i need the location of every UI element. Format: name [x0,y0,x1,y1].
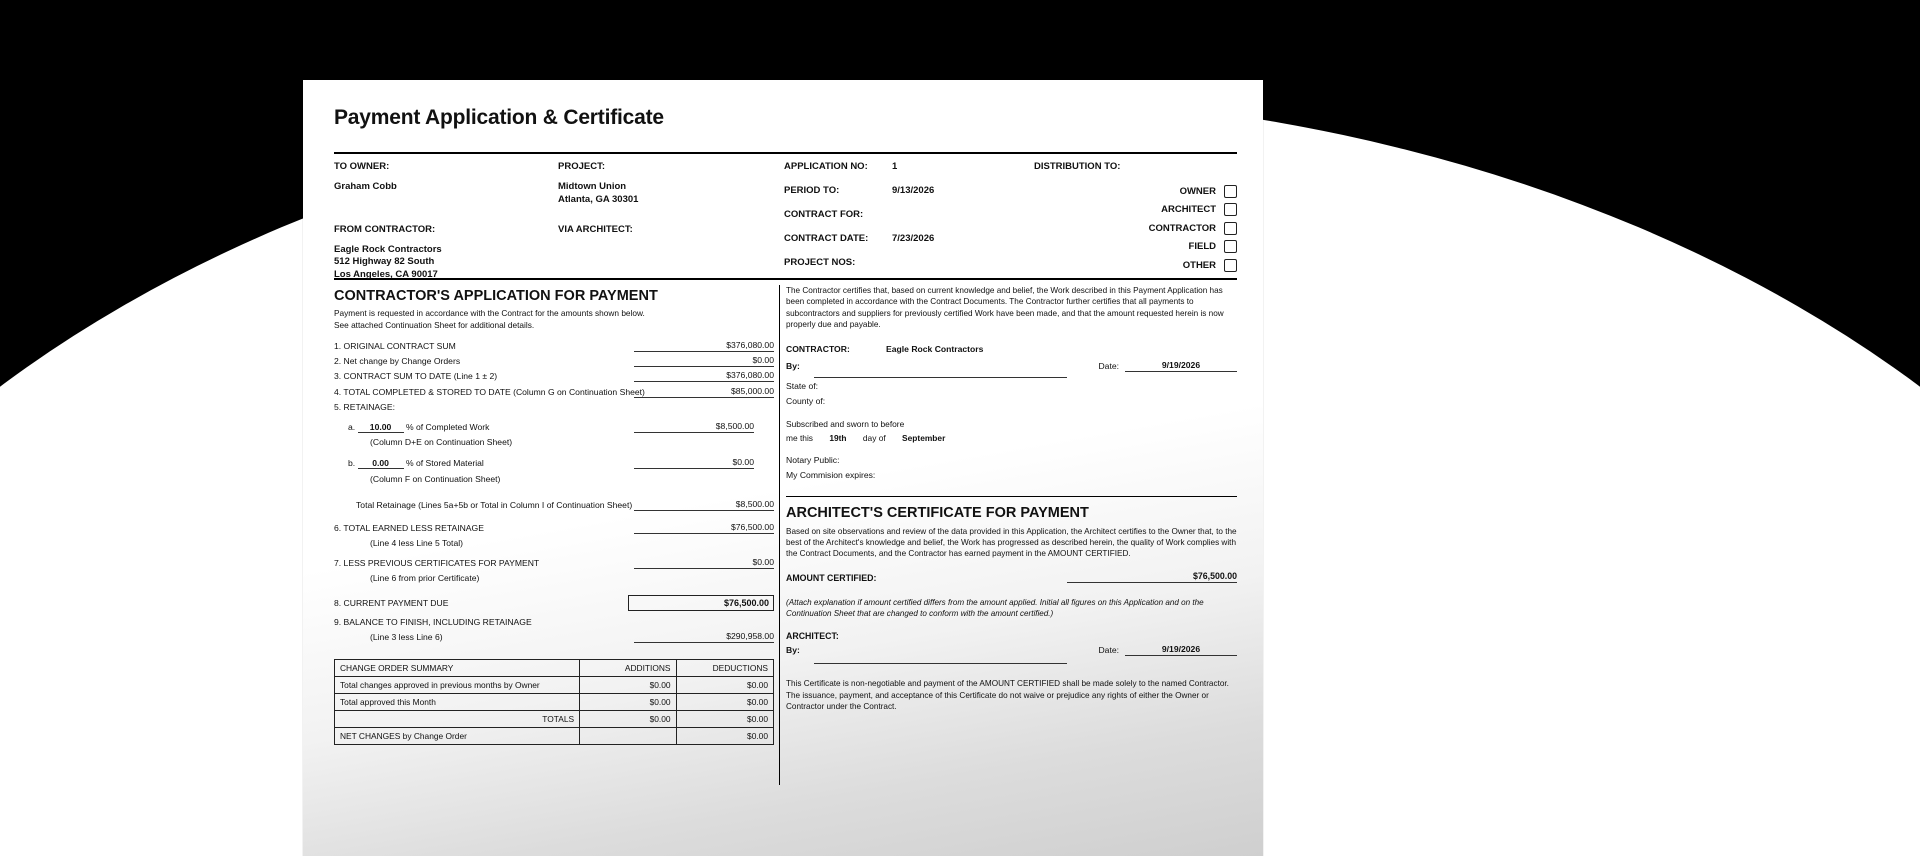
sworn-day: 19th [829,432,847,443]
line-5a [334,422,774,437]
application-no-value: 1 [892,161,898,172]
line-5 [334,402,774,417]
checkbox-architect[interactable] [1224,203,1237,216]
project-nos-label: PROJECT NOS: [784,257,856,268]
architect-section-divider [786,496,1237,497]
distribution-row-owner [1034,182,1237,201]
distribution-label-other: OTHER [1182,259,1216,271]
document-page [303,80,1263,856]
application-meta-column [784,161,1054,281]
table-row [335,677,774,694]
retainage-stored-pct[interactable]: 0.00 [358,458,404,469]
line-5a-row [334,422,489,433]
checkbox-owner[interactable] [1224,185,1237,198]
contractor-certification-paragraph: The Contractor certifies that, based on current knowledge and belief, the Work described in this Payment Application has been completed in accordance with the Contract Documents. The Contractor further certifies that all payments to subcontractors and suppliers for previously certified Work have been made, and that the amount requested herein is now properly due and payable. [786,286,1224,330]
architect-date-value: 9/19/2026 [1125,644,1237,656]
line-4 [334,387,774,402]
co-row1-additions: $0.00 [580,694,676,711]
co-row1-deductions: $0.00 [676,694,773,711]
project-column [558,161,773,235]
certification-contractor-label: CONTRACTOR: [786,343,850,354]
line-5a-note-row [334,437,774,452]
line-8-label: 8. CURRENT PAYMENT DUE [334,597,449,608]
architect-section-title: ARCHITECT'S CERTIFICATE FOR PAYMENT [786,504,1089,521]
amount-certified-label: AMOUNT CERTIFIED: [786,572,877,583]
line-6-label: 6. TOTAL EARNED LESS RETAINAGE [334,522,484,533]
contractor-signature-line[interactable] [814,376,1067,378]
sworn-line-2 [786,431,1237,445]
co-row0-additions: $0.00 [580,677,676,694]
line-5b-note: (Column F on Continuation Sheet) [370,473,501,484]
line-7 [334,558,774,573]
line-6 [334,523,774,538]
application-intro-line2: See attached Continuation Sheet for additional details. [334,319,535,330]
contract-date-row [784,233,1054,257]
line-2-amount: $0.00 [634,355,774,367]
distribution-row-contractor [1034,219,1237,238]
contractor-city: Los Angeles, CA 90017 [334,268,438,280]
sworn-prefix: me this [786,432,813,443]
architect-by-label: By: [786,645,800,656]
project-nos-row [784,257,1054,281]
contract-date-value: 7/23/2026 [892,233,935,244]
co-row3-additions [580,728,676,745]
co-row0-label: Total changes approved in previous months by Owner [335,677,580,694]
co-row1-label: Total approved this Month [335,694,580,711]
distribution-label-owner: OWNER [1179,185,1216,197]
line-3-amount: $376,080.00 [634,370,774,382]
line-7-amount: $0.00 [634,557,774,569]
period-to-label: PERIOD TO: [784,185,840,196]
owner-name: Graham Cobb [334,181,397,192]
table-row [335,694,774,711]
amount-certified-row [786,570,1237,593]
line-5a-label: % of Completed Work [405,421,490,432]
distribution-label-contractor: CONTRACTOR [1148,222,1216,234]
amount-certified-value: $76,500.00 [1067,571,1237,583]
line-3 [334,371,774,386]
line-5a-prefix: a. [348,421,356,432]
checkbox-other[interactable] [1224,259,1237,272]
table-row [335,711,774,728]
co-row2-additions: $0.00 [580,711,676,728]
line-9 [334,617,774,632]
amount-certified-note: (Attach explanation if amount certified differs from the amount applied. Initial all figures on this Application and on the Continuation Sheet that are changed to conform with the amount certified.) [786,597,1204,619]
co-row0-deductions: $0.00 [676,677,773,694]
architect-label: ARCHITECT: [786,631,839,642]
distribution-column [1034,161,1237,275]
distribution-title: DISTRIBUTION TO: [1034,161,1121,172]
notary-public-row: Notary Public: [786,454,840,465]
co-row2-deductions: $0.00 [676,711,773,728]
commission-expires-row: My Commision expires: [786,470,876,481]
line-5b-label: % of Stored Material [405,458,484,469]
total-retainage-label: Total Retainage (Lines 5a+5b or Total in Column I of Continuation Sheet) [356,499,633,510]
certification-by-label: By: [786,360,800,371]
checkbox-field[interactable] [1224,240,1237,253]
architect-certification-paragraph: Based on site observations and review of the data provided in this Application, the Architect certifies to the Owner that, to the best of the Architect's knowledge and belief, the Work has progressed as described herein, the quality of Work complies with the Contract Documents, and the Contractor has earned payment in the AMOUNT CERTIFIED. [786,526,1237,559]
line-5b [334,458,774,473]
retainage-completed-pct[interactable]: 10.00 [358,422,404,433]
line-7-note: (Line 6 from prior Certificate) [370,573,480,584]
distribution-label-architect: ARCHITECT [1161,204,1216,216]
from-contractor-label: FROM CONTRACTOR: [334,223,436,235]
project-label: PROJECT: [558,161,605,172]
line-1-label: 1. ORIGINAL CONTRACT SUM [334,341,456,351]
architect-by-row [786,645,1237,667]
line-2 [334,356,774,371]
via-architect-label: VIA ARCHITECT: [558,224,633,235]
line-8-amount: $76,500.00 [628,595,774,611]
line-5b-prefix: b. [348,458,356,469]
line-6-note: (Line 4 less Line 5 Total) [370,538,463,549]
sworn-month: September [902,432,946,443]
contractor-name: Eagle Rock Contractors [334,243,442,255]
sworn-mid: day of [862,432,886,443]
distribution-row-field [1034,238,1237,257]
total-retainage-row [334,500,774,515]
contract-for-row [784,209,1054,233]
certification-contractor-row [786,344,1237,361]
co-row3-label: NET CHANGES by Change Order [335,728,580,745]
change-order-summary-table [334,659,774,745]
certificate-footnote: This Certificate is non-negotiable and payment of the AMOUNT CERTIFIED shall be made solely to the named Contractor. The issuance, payment, and acceptance of this Certificate do not waive or prejudice any rights of either the Owner or Contractor under the Contract. [786,679,1229,712]
period-to-row [784,185,1054,209]
state-of-row: State of: [786,380,819,391]
co-header-additions: ADDITIONS [580,660,676,677]
line-5-label: 5. RETAINAGE: [334,401,395,412]
co-row2-label: TOTALS [335,711,580,728]
architect-date-label: Date: [1098,645,1119,656]
line-9-note: (Line 3 less Line 6) [370,631,443,642]
total-retainage-amount: $8,500.00 [634,499,774,511]
co-header-label: CHANGE ORDER SUMMARY [335,660,580,677]
application-intro-line1: Payment is requested in accordance with the Contract for the amounts shown below. [334,308,645,318]
line-6-amount: $76,500.00 [634,522,774,534]
application-no-row [784,161,1054,185]
page-title: Payment Application & Certificate [334,106,664,129]
line-5b-row [334,458,484,469]
distribution-row-other [1034,256,1237,275]
table-header-row [335,660,774,677]
project-city: Atlanta, GA 30301 [558,193,639,205]
application-no-label: APPLICATION NO: [784,161,868,172]
checkbox-contractor[interactable] [1224,222,1237,235]
line-7-note-row [334,573,774,588]
project-name: Midtown Union [558,181,627,192]
line-8 [334,598,774,617]
table-row [335,728,774,745]
line-1 [334,341,774,356]
to-owner-label: TO OWNER: [334,161,390,172]
line-4-amount: $85,000.00 [634,386,774,398]
line-7-label: 7. LESS PREVIOUS CERTIFICATES FOR PAYMENT [334,558,540,569]
line-9-label: 9. BALANCE TO FINISH, INCLUDING RETAINAGE [334,616,532,627]
county-of-row: County of: [786,396,826,407]
contract-for-label: CONTRACT FOR: [784,209,864,220]
line-5b-note-row [334,474,774,489]
contractor-street: 512 Highway 82 South [334,256,435,267]
line-3-label: 3. CONTRACT SUM TO DATE (Line 1 ± 2) [334,371,498,382]
architect-signature-line[interactable] [814,662,1067,664]
line-6-note-row [334,538,774,553]
contractor-application-column [334,285,774,745]
certification-contractor-value: Eagle Rock Contractors [886,343,984,354]
column-divider [779,285,780,785]
distribution-row-architect [1034,201,1237,220]
header-divider-top [334,152,1237,154]
application-intro [334,308,774,331]
distribution-label-field: FIELD [1188,241,1216,253]
certification-by-row [786,361,1237,381]
line-9-note-row [334,632,774,647]
line-2-label: 2. Net change by Change Orders [334,356,461,367]
line-1-amount: $376,080.00 [634,340,774,352]
contract-date-label: CONTRACT DATE: [784,233,869,244]
application-section-title: CONTRACTOR'S APPLICATION FOR PAYMENT [334,288,658,304]
to-owner-column [334,161,549,281]
sworn-line-1: Subscribed and sworn to before [786,418,905,429]
co-header-deductions: DEDUCTIONS [676,660,773,677]
period-to-value: 9/13/2026 [892,185,935,196]
line-4-label: 4. TOTAL COMPLETED & STORED TO DATE (Column G on Continuation Sheet) [334,386,645,397]
line-5a-amount: $8,500.00 [634,421,754,433]
co-row3-deductions: $0.00 [676,728,773,745]
certification-date-value: 9/19/2026 [1125,360,1237,372]
line-9-amount: $290,958.00 [634,631,774,643]
header-block [334,161,1237,280]
certification-date-label: Date: [1098,360,1119,371]
line-5b-amount: $0.00 [634,457,754,469]
line-5a-note: (Column D+E on Continuation Sheet) [370,437,513,448]
certificate-column [786,285,1237,712]
